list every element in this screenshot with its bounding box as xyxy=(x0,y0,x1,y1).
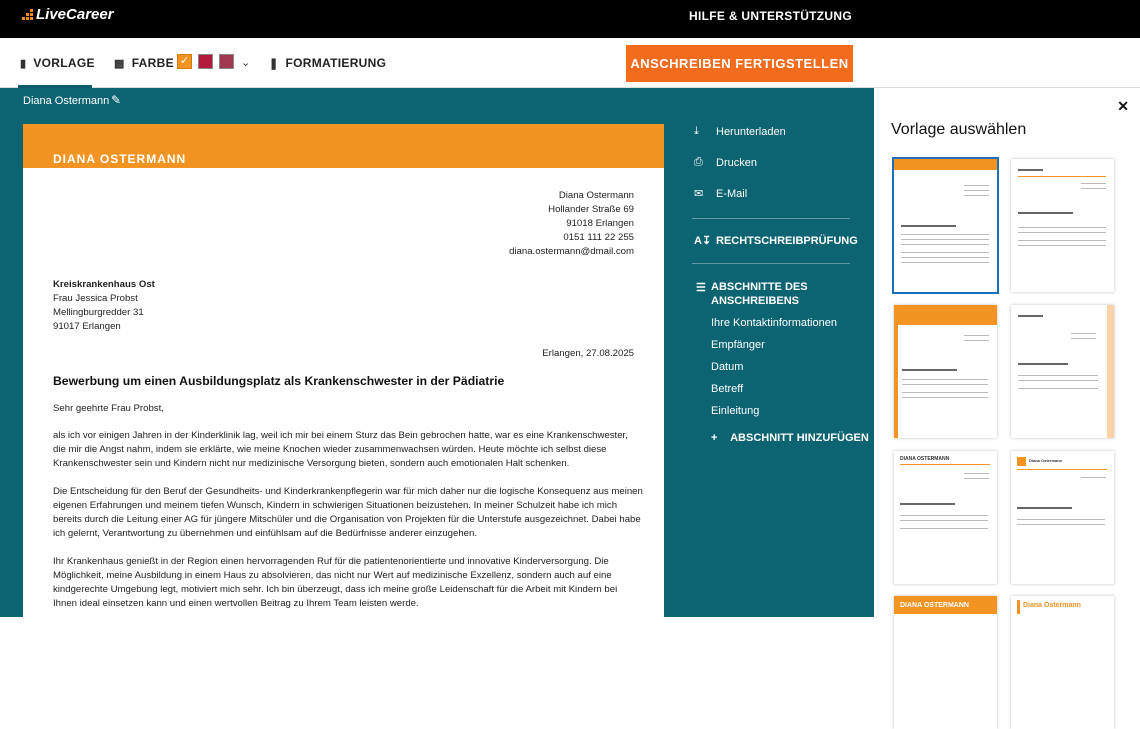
template-thumbnail[interactable] xyxy=(894,305,997,438)
plus-icon: + xyxy=(711,432,718,444)
top-bar xyxy=(0,0,1140,38)
email-icon: ✉ xyxy=(694,188,704,200)
recipient-line: Mellingburgredder 31 xyxy=(53,307,144,318)
paint-icon: ▩ xyxy=(114,57,125,70)
print-label: Drucken xyxy=(716,156,757,169)
tab-template[interactable] xyxy=(20,56,95,70)
format-icon: ❚ xyxy=(269,57,279,70)
template-thumbnail[interactable] xyxy=(1011,596,1114,729)
email-label: E-Mail xyxy=(716,187,748,200)
divider xyxy=(692,218,850,219)
recipient-line: Frau Jessica Probst xyxy=(53,293,138,304)
download-button[interactable] xyxy=(694,125,786,138)
section-item-date[interactable]: Datum xyxy=(711,361,744,373)
add-section-label: ABSCHNITT HINZUFÜGEN xyxy=(730,432,869,444)
sender-line: 0151 111 22 255 xyxy=(563,232,634,243)
section-item-recipient[interactable]: Empfänger xyxy=(711,339,765,351)
spellcheck-label: RECHTSCHREIBPRÜFUNG xyxy=(716,234,858,247)
panel-title: Vorlage auswählen xyxy=(891,121,1027,138)
logo-dots-icon xyxy=(22,9,33,20)
document-name: Diana Ostermann xyxy=(23,95,110,107)
download-label: Herunterladen xyxy=(716,125,786,138)
close-icon[interactable]: ✕ xyxy=(1117,98,1129,114)
chevron-down-icon[interactable]: ⌄ xyxy=(241,57,251,69)
tab-formatting[interactable] xyxy=(269,56,386,70)
template-thumbnail[interactable] xyxy=(1011,451,1114,584)
check-icon: ✓ xyxy=(180,55,190,67)
template-thumbnail[interactable] xyxy=(894,159,997,292)
toolbar xyxy=(0,38,1140,88)
thumb-name: Diana Ostermann xyxy=(1023,602,1081,609)
body-paragraph: als ich vor einigen Jahren in der Kinderklinik lag, weil ich mir bei einem Sturz das Bein gebrochen hatte, war es eine Krankenschwester, die mir die Angst nahm, indem sie erklärte, wie meine Knochen wieder zusammenwachsen würden. Heute möchte ich selbst diese Krankenschwester sein und Kindern nicht nur medizinische Versorgung bieten, sondern auch emotionalen Halt schenken. xyxy=(53,430,628,469)
letter-body[interactable] xyxy=(53,429,643,625)
salutation[interactable]: Sehr geehrte Frau Probst, xyxy=(53,403,164,414)
download-icon: ⤓ xyxy=(694,125,699,137)
template-thumbnail[interactable] xyxy=(894,451,997,584)
finish-cover-letter-button[interactable]: ANSCHREIBEN FERTIGSTELLEN xyxy=(626,45,853,82)
body-paragraph: Ihr Krankenhaus genießt in der Region einen hervorragenden Ruf für die patientenorientierte und innovative Kinderversorgung. Die Möglichkeit, meine Ausbildung in einem Haus zu absolvieren, das nicht nur Wert auf medizinische Exzellenz, sondern auch auf eine kindgerechte Umgebung legt, motiviert mich sehr. Ich bin überzeugt, dass ich meine große Leidenschaft für die Arbeit mit Kindern bei Ihnen ideal einsetzen kann und einen wertvollen Beitrag zu Ihrem Team leisten werde. xyxy=(53,556,618,609)
tab-color-label: FARBE xyxy=(131,56,174,70)
thumb-name: DIANA OSTERMANN xyxy=(900,602,969,609)
section-item-contact[interactable]: Ihre Kontaktinformationen xyxy=(711,317,837,329)
document-icon: ▮ xyxy=(20,57,27,70)
letter-header xyxy=(23,124,664,168)
print-button[interactable] xyxy=(694,156,757,169)
tab-template-label: VORLAGE xyxy=(33,56,95,70)
list-icon: ☰ xyxy=(696,282,706,294)
add-section-button[interactable] xyxy=(711,432,869,444)
template-thumbnail[interactable] xyxy=(1011,305,1114,438)
pencil-icon[interactable]: ✎ xyxy=(111,93,122,107)
color-swatch-wine[interactable] xyxy=(219,54,234,69)
recipient-block[interactable] xyxy=(53,278,155,334)
thumb-name: Diana Ostermann xyxy=(1029,458,1063,463)
letter-header-name: DIANA OSTERMANN xyxy=(53,152,187,166)
recipient-line: 91017 Erlangen xyxy=(53,321,121,332)
sender-line: Diana Ostermann xyxy=(558,190,634,201)
sender-line: 91018 Erlangen xyxy=(566,218,634,229)
template-thumbnail[interactable] xyxy=(1011,159,1114,292)
email-button[interactable] xyxy=(694,187,747,200)
spellcheck-button[interactable] xyxy=(694,234,858,247)
logo-text: LiveCareer xyxy=(36,6,114,23)
letter-page[interactable] xyxy=(23,124,664,624)
sender-line: diana.ostermann@dmail.com xyxy=(509,246,634,257)
letter-subject[interactable]: Bewerbung um einen Ausbildungsplatz als Krankenschwester in der Pädiatrie xyxy=(53,374,505,388)
print-icon: ⎙ xyxy=(694,156,703,168)
thumb-name: DIANA OSTERMANN xyxy=(900,456,950,462)
sender-line: Hollander Straße 69 xyxy=(548,204,634,215)
recipient-org: Kreiskrankenhaus Ost xyxy=(53,279,155,290)
color-swatch-red[interactable] xyxy=(198,54,213,69)
help-link[interactable]: HILFE & UNTERSTÜTZUNG xyxy=(689,9,852,23)
body-paragraph: Die Entscheidung für den Beruf der Gesundheits- und Kinderkrankenpflegerin war für mich daher nur die logische Konsequenz aus meinen eigenen Erfahrungen und meinem tiefen Wunsch, Kindern in schwierigen Situationen beizustehen. In meiner Schulzeit habe ich mich bereits durch die Leitung einer AG für jüngere Mitschüler und die Organisation von Projekten für die Unterstufe ausgezeichnet. Dabei habe ich gelernt, Verantwortung zu übernehmen und einfühlsam auf die Bedürfnisse anderer einzugehen. xyxy=(53,486,643,539)
divider xyxy=(692,263,850,264)
sections-title xyxy=(696,280,821,308)
template-panel xyxy=(874,88,1140,617)
spellcheck-icon: A↧ xyxy=(694,235,712,247)
letter-date[interactable]: Erlangen, 27.08.2025 xyxy=(542,348,634,359)
color-swatch-orange[interactable] xyxy=(177,54,192,69)
sections-title-label: ABSCHNITTE DES ANSCHREIBENS xyxy=(711,281,808,307)
section-item-subject[interactable]: Betreff xyxy=(711,383,744,395)
section-item-intro[interactable]: Einleitung xyxy=(711,405,760,417)
tab-color[interactable] xyxy=(114,56,174,70)
sender-block[interactable] xyxy=(509,189,634,259)
livecareer-logo[interactable] xyxy=(22,6,114,23)
tab-formatting-label: FORMATIERUNG xyxy=(285,56,387,70)
template-thumbnail[interactable] xyxy=(894,596,997,729)
